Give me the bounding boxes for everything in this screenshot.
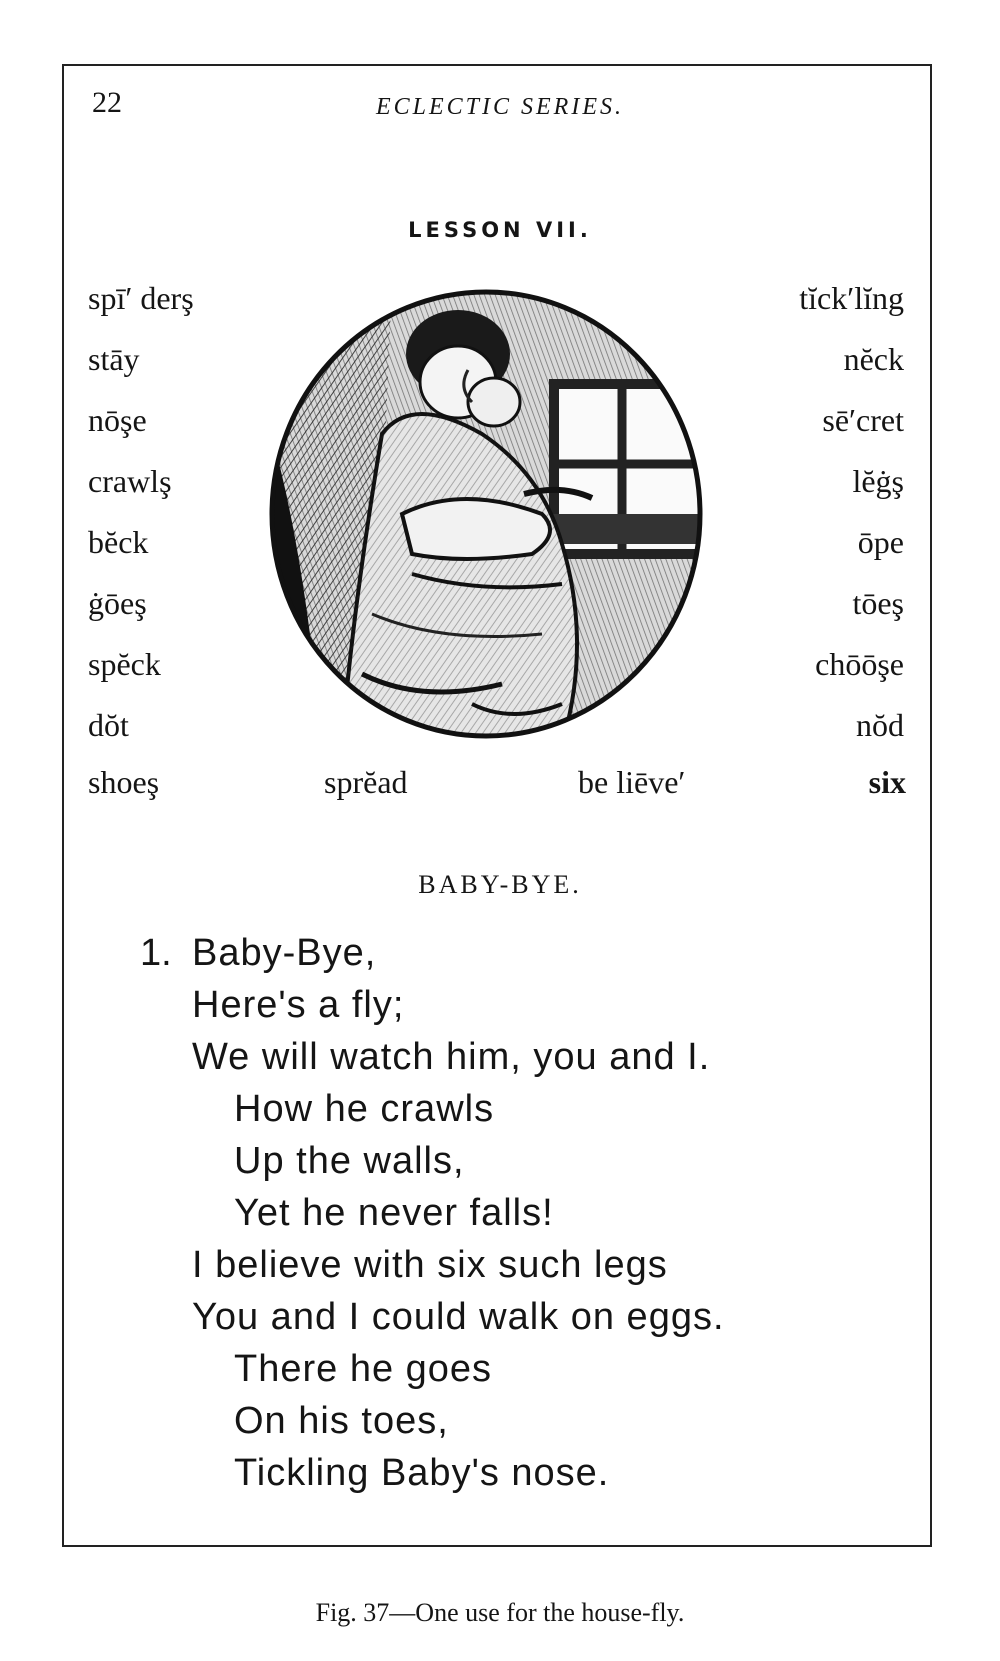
poem-line: We will watch him, you and I. [192, 1036, 711, 1078]
poem-line: I believe with six such legs [192, 1244, 668, 1286]
poem-line: How he crawls [234, 1088, 495, 1130]
figure-caption: Fig. 37—One use for the house-fly. [315, 1598, 685, 1627]
vocab-word: spĕck [88, 646, 161, 682]
vocab-word: sprĕad [324, 764, 408, 800]
mother-and-baby-by-window-icon [262, 284, 710, 744]
poem-title: BABY-BYE. [418, 870, 582, 899]
vocab-word: tōeş [852, 585, 904, 621]
vocab-word: nŏd [856, 707, 904, 743]
vocab-word: chōōşe [815, 646, 904, 682]
vocab-word: sē′cret [822, 402, 904, 438]
vocab-word: tĭck′lĭng [799, 280, 904, 316]
vocab-word: nōşe [88, 402, 147, 438]
poem-line: There he goes [234, 1348, 493, 1390]
vocab-word: ġōeş [88, 585, 147, 621]
poem-line: Here's a fly; [192, 984, 405, 1026]
poem-line: Up the walls, [234, 1140, 465, 1182]
vocab-word: bĕck [88, 524, 149, 560]
lesson-title: LESSON VII. [408, 218, 592, 242]
vocab-word: spī′ derş [88, 280, 194, 316]
poem-line: Baby-Bye, [192, 932, 377, 974]
vocab-word: shoeş [88, 764, 160, 800]
page-number: 22 [92, 86, 122, 119]
stanza-number: 1. [140, 932, 172, 974]
vocab-word: dŏt [88, 707, 129, 743]
running-head: ECLECTIC SERIES. [375, 94, 624, 120]
vocab-word: crawlş [88, 463, 172, 499]
vocab-word: stāy [88, 341, 140, 377]
poem-line: Tickling Baby's nose. [234, 1452, 610, 1494]
vocab-word: nĕck [843, 341, 904, 377]
vocab-word: lĕġş [852, 463, 904, 499]
vocab-list-right [799, 278, 904, 766]
poem-line: On his toes, [234, 1400, 449, 1442]
vocab-row-bottom [88, 762, 906, 806]
poem-line: Yet he never falls! [234, 1192, 554, 1234]
vocab-word: six [868, 764, 906, 800]
vocab-list-left [88, 278, 194, 766]
vocab-word: ōpe [857, 524, 904, 560]
vocab-word: be liēve′ [578, 764, 686, 800]
poem-line: You and I could walk on eggs. [192, 1296, 725, 1338]
